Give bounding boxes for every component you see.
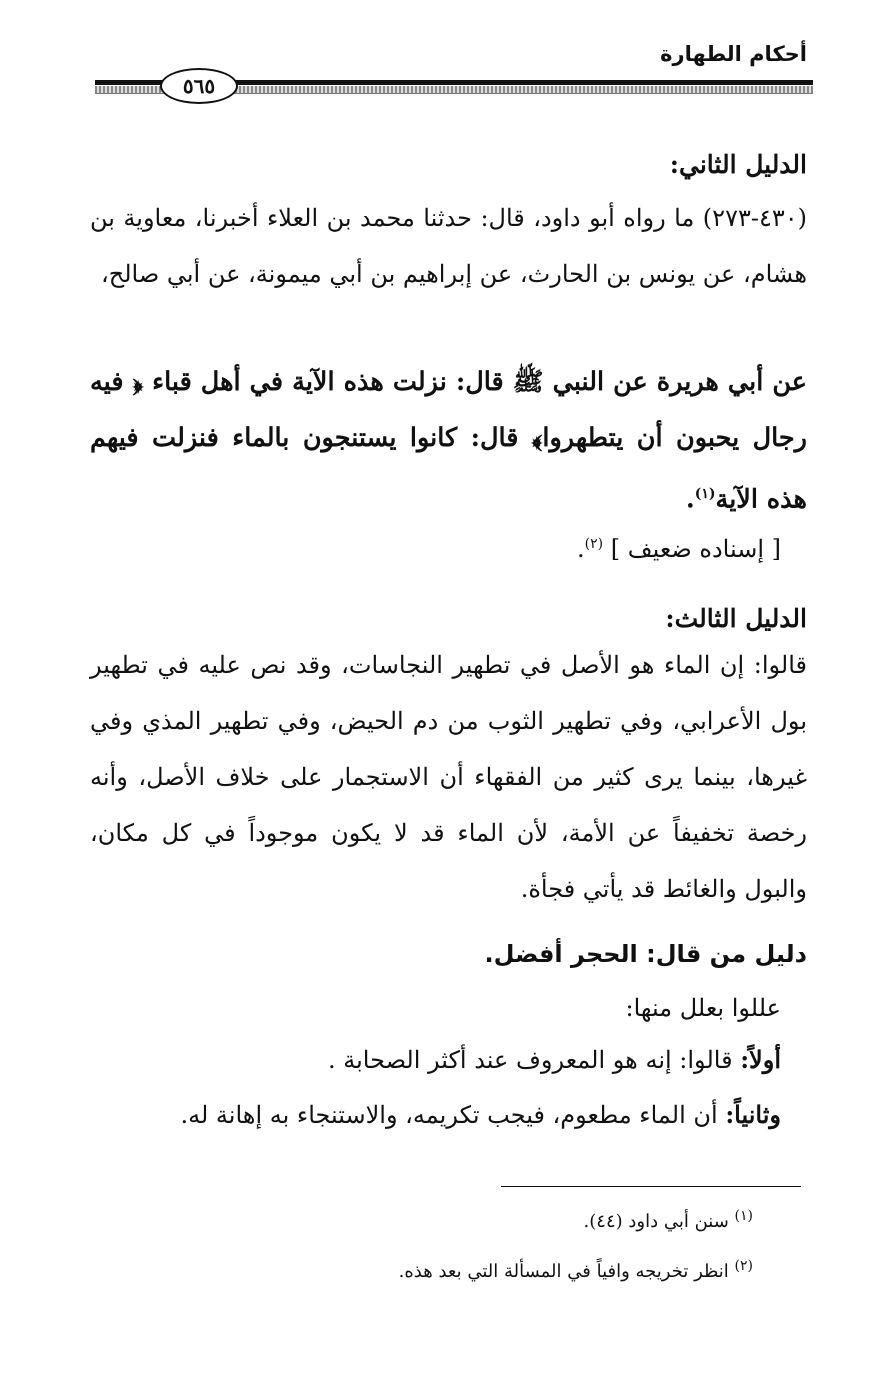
hadith-grading: [ إسناده ضعيف ] $^{(٢)}$. xyxy=(577,535,781,563)
page-number: ٥٦٥ xyxy=(160,68,238,104)
footnote-2-ref: (٢) xyxy=(734,1258,753,1274)
heading-second-evidence: الدليل الثاني: xyxy=(669,150,807,179)
footnote-rule xyxy=(501,1186,801,1187)
footnote-1-text: سنن أبي داود (٤٤). xyxy=(583,1211,729,1232)
footnote-2-text: انظر تخريجه وافياً في المسألة التي بعد هذه. xyxy=(398,1261,729,1282)
footnote-ref-1: (١) xyxy=(694,486,716,502)
third-evidence-text: قالوا: إن الماء هو الأصل في تطهير النجاسات، وقد نص عليه في تطهير بول الأعرابي، وفي تطهير الثوب من دم الحيض، وفي تطهير المذي وفي غيرها، بينما يرى كثير من الفقهاء أن الاستجمار على خلاف الأصل، وأنه رخصة تخفيفاً عن الأمة، لأن الماء قد لا يكون موجوداً في كل مكان، والبول والغائط قد يأتي فجأة. xyxy=(90,651,807,903)
hadith-text: عن أبي هريرة عن النبي ﷺ قال: نزلت هذه الآية في أهل قباء ﴿ فيه رجال يحبون أن يتطهروا﴾ قال: كانوا يستنجون بالماء فنزلت فيهم هذه الآية$^{(١)}$. xyxy=(90,367,807,515)
hadith-body: عن أبي هريرة عن النبي ﷺ قال: نزلت هذه الآية في أهل قباء ﴿ فيه رجال يحبون أن يتطهروا﴾ قال: كانوا يستنجون بالماء فنزلت فيهم هذه الآية xyxy=(90,367,807,515)
heading-third-evidence: الدليل الثالث: xyxy=(665,604,807,633)
reason-second-text: أن الماء مطعوم، فيجب تكريمه، والاستنجاء به إهانة له. xyxy=(180,1101,718,1129)
reason-first xyxy=(90,1032,781,1088)
footnote-ref-2: (٢) xyxy=(584,536,604,552)
book-title: أحكام الطهارة xyxy=(660,42,807,66)
grading-text: [ إسناده ضعيف ] xyxy=(610,535,781,563)
footnote-2 xyxy=(399,1258,753,1282)
heading-stone-better: دليل من قال: الحجر أفضل. xyxy=(484,940,807,968)
reason-first-label: أولاً: xyxy=(740,1045,781,1074)
footnote-1-ref: (١) xyxy=(734,1208,753,1224)
reason-second-label: وثانياً: xyxy=(725,1100,781,1129)
reason-second xyxy=(90,1087,781,1143)
hadith-chain: (٤٣٠-٢٧٣) ما رواه أبو داود، قال: حدثنا محمد بن العلاء أخبرنا، معاوية بن هشام، عن يونس بن الحارث، عن إبراهيم بن أبي ميمونة، عن أبي صالح، xyxy=(90,204,807,288)
reasons-intro: عللوا بعلل منها: xyxy=(625,994,781,1022)
footnote-1 xyxy=(584,1208,753,1232)
reason-first-text: قالوا: إنه هو المعروف عند أكثر الصحابة . xyxy=(327,1046,733,1074)
